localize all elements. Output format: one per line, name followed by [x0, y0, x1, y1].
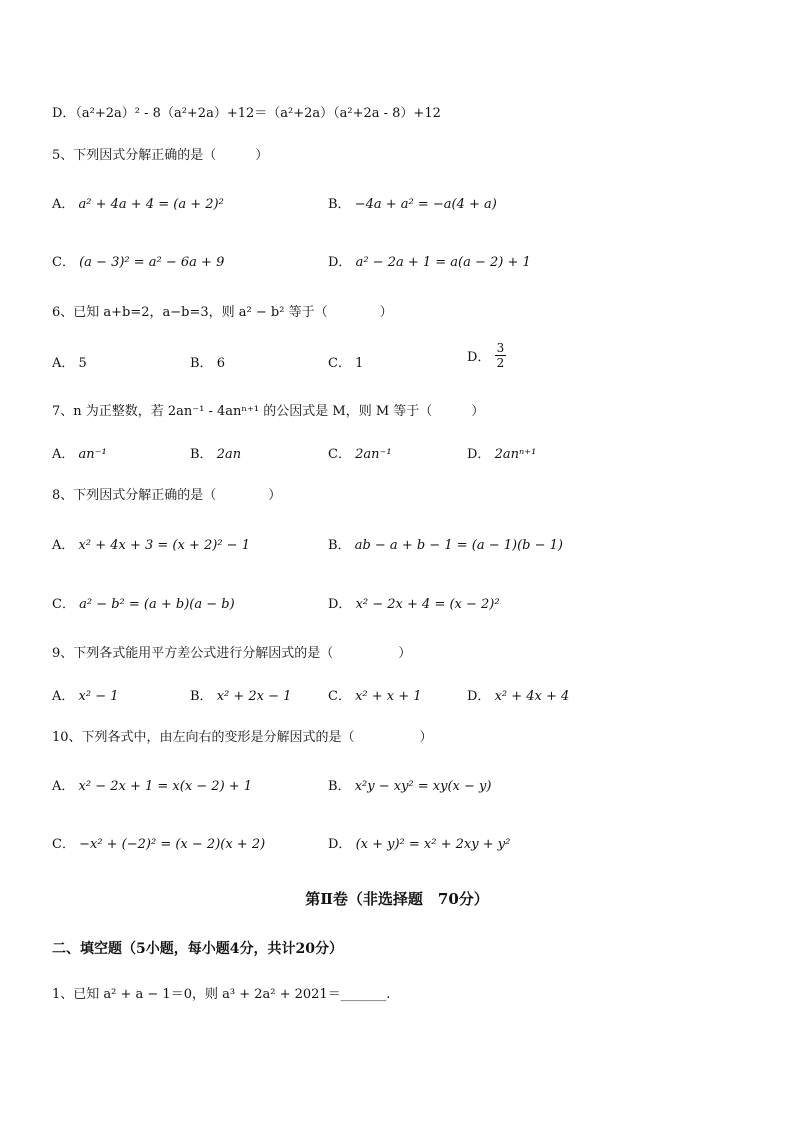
q6-option-b[interactable] — [190, 352, 225, 371]
question-7-stem: 7、n 为正整数，若 2an⁻¹ - 4anⁿ⁺¹ 的公因式是 M，则 M 等于（ ） — [52, 404, 485, 419]
q9-option-b-text: x² + 2x − 1 — [216, 689, 292, 704]
q5-option-b[interactable] — [328, 193, 497, 212]
q10-option-b[interactable] — [328, 775, 491, 794]
q8-option-b-label: B． — [328, 538, 351, 553]
q7-option-a-text: an⁻¹ — [78, 447, 107, 462]
q7-option-d[interactable] — [467, 443, 536, 462]
q6-option-d-fraction — [495, 341, 507, 370]
q7-option-c-label: C． — [328, 447, 351, 462]
question-5-stem: 5、下列因式分解正确的是（ ） — [52, 148, 269, 163]
q9-option-d-text: x² + 4x + 4 — [494, 689, 570, 704]
q7-option-b-label: B． — [190, 447, 213, 462]
q9-option-a-text: x² − 1 — [78, 689, 119, 704]
q9-option-b[interactable] — [190, 685, 291, 704]
q6-option-a-text: 5 — [78, 356, 87, 371]
q9-option-a[interactable] — [52, 685, 119, 704]
q5-option-c[interactable] — [52, 251, 224, 270]
q5-option-a-text: a² + 4a + 4 = (a + 2)² — [78, 197, 224, 212]
q8-option-c[interactable] — [52, 593, 235, 612]
q5-option-a-label: A． — [52, 197, 75, 212]
q7-option-b-text: 2an — [216, 447, 242, 462]
q8-option-d-text: x² − 2x + 4 = (x − 2)² — [355, 597, 500, 612]
q7-option-c-text: 2an⁻¹ — [355, 447, 392, 462]
q10-option-c-label: C． — [52, 837, 75, 852]
q7-option-c[interactable] — [328, 443, 392, 462]
fill-question-1: 1、已知 a² + a − 1＝0，则 a³ + 2a² + 2021＝_______. — [52, 987, 391, 1002]
q7-option-d-text: 2anⁿ⁺¹ — [494, 447, 537, 462]
q10-option-a[interactable] — [52, 775, 252, 794]
q7-option-b[interactable] — [190, 443, 241, 462]
q6-option-a-label: A． — [52, 356, 75, 371]
section-2-title: 二、填空题（5小题，每小题4分，共计20分） — [52, 941, 343, 957]
q10-option-b-text: x²y − xy² = xy(x − y) — [354, 779, 492, 794]
q5-option-a[interactable] — [52, 193, 224, 212]
q10-option-d[interactable] — [328, 833, 510, 852]
q10-option-b-label: B． — [328, 779, 351, 794]
fraction-denominator: 2 — [496, 356, 505, 370]
q6-option-d-label: D． — [467, 350, 491, 365]
q9-option-c[interactable] — [328, 685, 422, 704]
q9-option-c-text: x² + x + 1 — [355, 689, 422, 704]
q9-option-d[interactable] — [467, 685, 569, 704]
q10-option-a-text: x² − 2x + 1 = x(x − 2) + 1 — [78, 779, 253, 794]
q7-option-a-label: A． — [52, 447, 75, 462]
q5-option-b-label: B． — [328, 197, 351, 212]
q8-option-b[interactable] — [328, 534, 563, 553]
q5-option-d[interactable] — [328, 251, 531, 270]
prev-option-d: D．（a²+2a）² - 8（a²+2a）+12＝（a²+2a）（a²+2a - 8）+12 — [52, 106, 441, 121]
q6-option-b-text: 6 — [216, 356, 225, 371]
q8-option-d[interactable] — [328, 593, 500, 612]
q10-option-a-label: A． — [52, 779, 75, 794]
q7-option-d-label: D． — [467, 447, 491, 462]
question-8-stem: 8、下列因式分解正确的是（ ） — [52, 488, 282, 503]
q8-option-c-text: a² − b² = (a + b)(a − b) — [79, 597, 235, 612]
q10-option-c-text: −x² + (−2)² = (x − 2)(x + 2) — [79, 837, 266, 852]
q6-option-c-text: 1 — [355, 356, 364, 371]
q5-option-d-label: D． — [328, 255, 352, 270]
q7-option-a[interactable] — [52, 443, 107, 462]
q6-option-a[interactable] — [52, 352, 87, 371]
q5-option-c-label: C． — [52, 255, 75, 270]
fraction-numerator: 3 — [496, 341, 505, 355]
q8-option-b-text: ab − a + b − 1 = (a − 1)(b − 1) — [354, 538, 563, 553]
q9-option-c-label: C． — [328, 689, 351, 704]
question-6-stem: 6、已知 a+b=2，a−b=3，则 a² − b² 等于（ ） — [52, 305, 393, 320]
q6-option-c-label: C． — [328, 356, 351, 371]
question-10-stem: 10、下列各式中，由左向右的变形是分解因式的是（ ） — [52, 730, 433, 745]
q9-option-b-label: B． — [190, 689, 213, 704]
q6-option-c[interactable] — [328, 352, 363, 371]
q8-option-a[interactable] — [52, 534, 250, 553]
q10-option-d-text: (x + y)² = x² + 2xy + y² — [355, 837, 511, 852]
q5-option-c-text: (a − 3)² = a² − 6a + 9 — [79, 255, 225, 270]
q6-option-b-label: B． — [190, 356, 213, 371]
q10-option-d-label: D． — [328, 837, 352, 852]
q9-option-d-label: D． — [467, 689, 491, 704]
question-9-stem: 9、下列各式能用平方差公式进行分解因式的是（ ） — [52, 646, 412, 661]
q8-option-a-text: x² + 4x + 3 = (x + 2)² − 1 — [78, 538, 250, 553]
q6-option-d[interactable] — [467, 341, 506, 370]
part-2-heading: 第Ⅱ卷（非选择题 70分） — [305, 890, 489, 908]
q9-option-a-label: A． — [52, 689, 75, 704]
q8-option-a-label: A． — [52, 538, 75, 553]
q10-option-c[interactable] — [52, 833, 265, 852]
q8-option-c-label: C． — [52, 597, 75, 612]
q5-option-d-text: a² − 2a + 1 = a(a − 2) + 1 — [355, 255, 531, 270]
q8-option-d-label: D． — [328, 597, 352, 612]
q5-option-b-text: −4a + a² = −a(4 + a) — [354, 197, 497, 212]
